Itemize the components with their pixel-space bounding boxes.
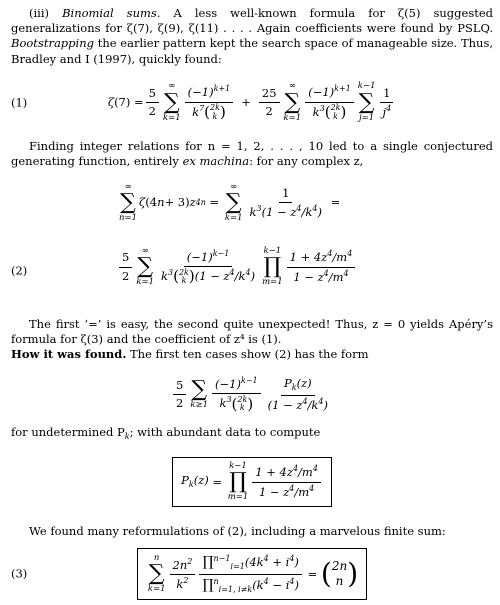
paragraph-text: We found many reformulations of (2), including a marvelous finite sum:	[29, 524, 446, 539]
paragraph-binomial-sums	[11, 6, 493, 67]
equation-box: $P_k(z)$ = k−1 ∏ m=1 $\frac{1 + 4z^4/m^4}{1 - z^4/m^4}$	[172, 457, 332, 508]
paragraph-text: The first ‘=’ is easy, the second quite unexpected! Thus, z = 0 yields Apéry’s formula for ζ(3) and the coefficient of z⁴ is (1).	[11, 317, 493, 347]
paragraph-undetermined	[11, 425, 493, 443]
paragraph-text: A less well-known formula for ζ(5) suggested generalizations for ζ(7), ζ(9), ζ(11) . . . . Again coefficients were found by PSLQ.	[11, 6, 494, 36]
equation-2: (2) ∞ ∑ n=1 ζ (4 n + 3) z 4n = ∞ ∑ k=1 $\frac{1}{k^3(1 - z^4/k^4)}$ = $\frac{5}{2}$ ∞ ∑ k=1 $(-1)^{k-1}$ $k^3$ ( 2k k ) $(1 - z^4/k^4)$ k−1 ∏ m=1 $\frac{1 + 4z^4/m^4}{1 - z^4/m^4}$	[11, 175, 493, 317]
paper-page	[11, 4, 493, 605]
emphasis-ex-machina: ex machina	[182, 153, 250, 168]
equation-label: (3)	[11, 566, 28, 581]
equation-form: $\frac{5}{2}$ ∑ k≥1 $(-1)^{k-1}$ $k^3$ ( 2k k ) $\frac{P_k(z)}{(1 - z^4/k^4)}$	[11, 367, 493, 423]
equation-pk-boxed	[11, 446, 493, 518]
heading-how-found: How it was found.	[11, 347, 127, 362]
paragraph-text: the earlier pattern kept the search space of manageable size. Thus, Bradley and I (1997), quickly found:	[11, 36, 493, 66]
equation-3	[11, 543, 493, 605]
paragraph-reformulations	[11, 524, 493, 539]
paragraph-text: Finding integer relations for n = 1, 2, . . . , 10 led to a single conjectured generating function, entirely	[11, 138, 493, 168]
equation-label: (1)	[11, 95, 28, 110]
paragraph-text: : for any complex z,	[249, 153, 364, 168]
equation-label: (2)	[11, 263, 28, 278]
subscript: k	[124, 431, 130, 441]
paragraph-how-found	[11, 347, 493, 362]
paragraph-text: ; with abundant data to compute	[129, 424, 321, 439]
emphasis-bootstrapping: Bootstrapping	[11, 36, 94, 51]
paragraph-text: The first ten cases show (2) has the form	[130, 347, 369, 362]
paragraph-integer-relations	[11, 139, 493, 169]
equation-box: n ∑ k=1 $\frac{2n^2}{k^2}$ $\frac{\prod^{n-1}_{i=1}(4k^4 + i^4)}{\prod^n_{i=1, i\ne k}(k^4 - i^4)}$ = ( 2n n )	[137, 548, 367, 600]
section-title: Binomial sums.	[62, 6, 161, 20]
equation-1: (1) ζ (7) = $\frac{5}{2}$ ∞ ∑ k=1 $(-1)^{k+1}$ $k^7$ ( 2k k ) + $\frac{25}{2}$ ∞ ∑ k=1 $(-1)^{k+1}$ $k^3$ ( 2k k ) k−1 ∑ j=1 $\frac{1}{j^4}$	[11, 71, 493, 135]
paragraph-first-equality	[11, 317, 493, 347]
paragraph-text: for undetermined P	[11, 424, 125, 439]
item-number: (iii)	[29, 6, 50, 20]
